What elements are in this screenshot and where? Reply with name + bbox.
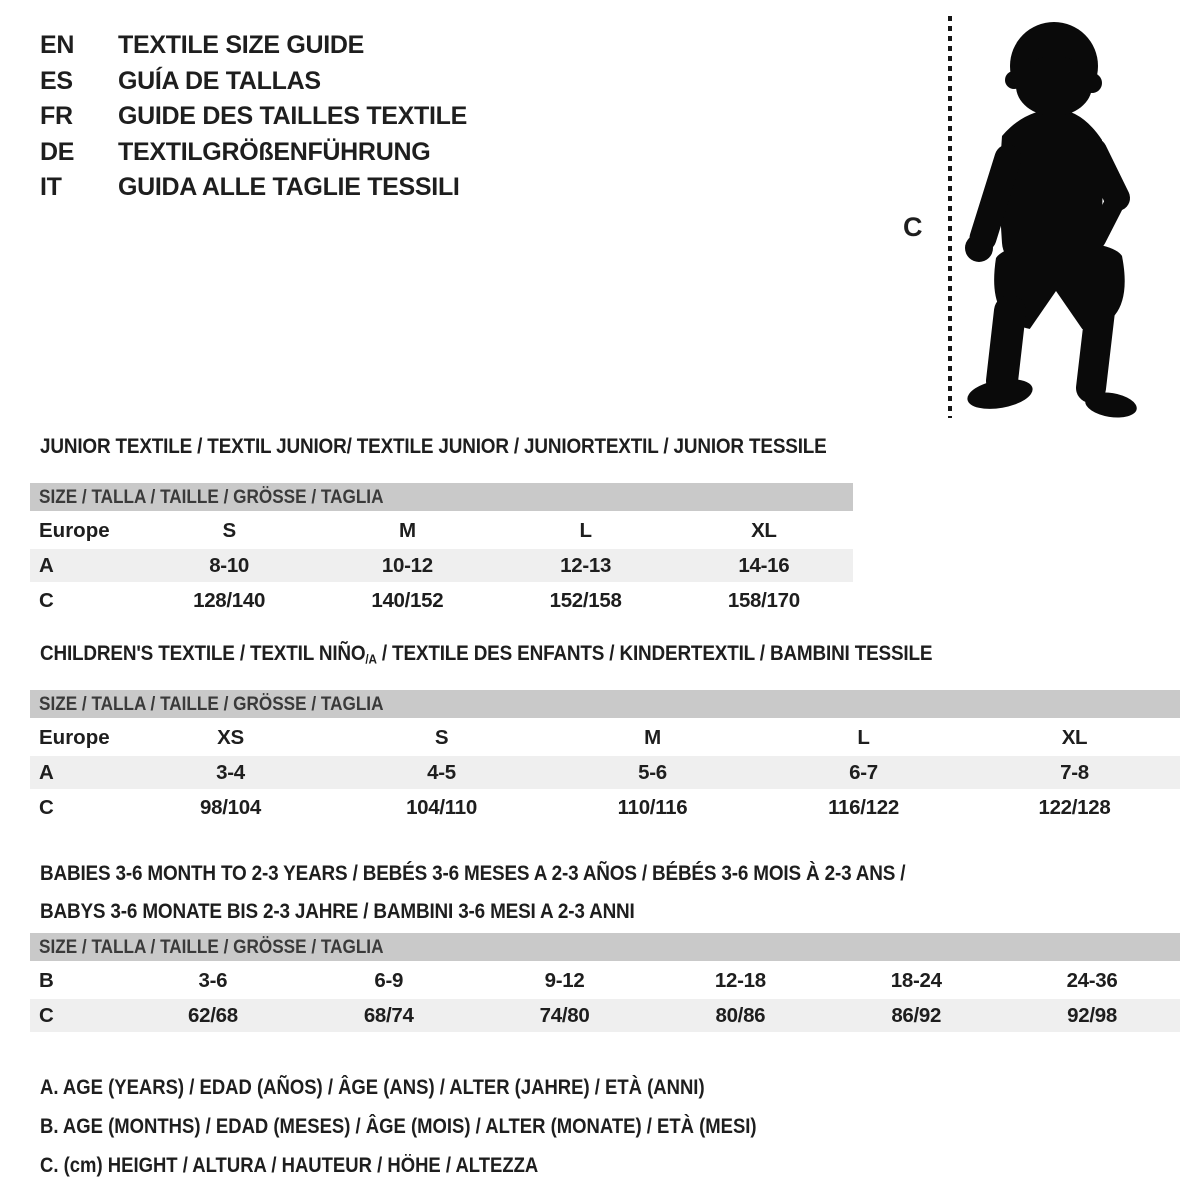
children-section-title: CHILDREN'S TEXTILE / TEXTIL $NIÑO_{/A}$ / TEXTILE DES ENFANTS / KINDERTEXTIL / BAMBINI TESSILE (40, 641, 933, 667)
language-title: TEXTILE SIZE GUIDE (118, 31, 365, 60)
size-cell: M (644, 726, 661, 749)
size-cell: L (857, 726, 870, 749)
language-row (40, 64, 467, 100)
language-title: GUIDA ALLE TAGLIE TESSILI (118, 173, 460, 202)
table-row-europe (30, 514, 853, 547)
value-cell: 74/80 (539, 1004, 590, 1027)
value-cell: 86/92 (891, 1004, 942, 1027)
row-label: Europe (39, 726, 110, 749)
language-code: FR (40, 102, 73, 131)
height-measure-label: C (903, 212, 923, 242)
value-cell: 6-9 (374, 969, 404, 992)
language-code: DE (40, 137, 75, 166)
value-cell: 10-12 (381, 554, 433, 577)
value-cell: 8-10 (209, 554, 250, 577)
size-cell: S (222, 519, 236, 542)
value-cell: 68/74 (363, 1004, 414, 1027)
language-row (40, 99, 467, 135)
junior-section-title: JUNIOR TEXTILE / TEXTIL JUNIOR/ TEXTILE JUNIOR / JUNIORTEXTIL / JUNIOR TESSILE (40, 434, 827, 458)
language-title: GUÍA DE TALLAS (118, 66, 321, 95)
row-label: A (39, 554, 54, 577)
value-cell: 6-7 (849, 761, 878, 784)
value-cell: 110/116 (617, 796, 688, 819)
children-size-table (30, 690, 1180, 826)
size-cell: M (398, 519, 416, 542)
value-cell: 92/98 (1067, 1004, 1117, 1027)
row-label: B (39, 969, 54, 992)
size-cell: XL (751, 519, 777, 542)
value-cell: 7-8 (1060, 761, 1089, 784)
table-header-bar: SIZE / TALLA / TAILLE / GRÖSSE / TAGLIA (30, 483, 853, 511)
value-cell: 62/68 (188, 1004, 238, 1027)
size-cell: S (434, 726, 449, 749)
table-row-height (30, 584, 853, 617)
legend-line-c: C. (cm) HEIGHT / ALTURA / HAUTEUR / HÖHE / ALTEZZA (40, 1154, 539, 1177)
value-cell: 18-24 (890, 969, 942, 992)
value-cell: 9-12 (544, 969, 585, 992)
language-code: ES (40, 66, 73, 95)
value-cell: 3-4 (216, 761, 245, 784)
language-title: TEXTILGRÖßENFÜHRUNG (118, 137, 431, 166)
value-cell: 12-18 (714, 969, 766, 992)
table-header-bar: SIZE / TALLA / TAILLE / GRÖSSE / TAGLIA (30, 933, 1180, 961)
value-cell: 12-13 (560, 554, 612, 577)
value-cell: 5-6 (638, 761, 667, 784)
row-label: A (39, 761, 54, 784)
table-row-height (30, 791, 1180, 824)
value-cell: 3-6 (198, 969, 228, 992)
language-row (40, 135, 467, 171)
language-list (40, 28, 467, 206)
legend-line-a: A. AGE (YEARS) / EDAD (AÑOS) / ÂGE (ANS) / ALTER (JAHRE) / ETÀ (ANNI) (40, 1076, 705, 1099)
babies-size-table (30, 933, 1180, 1034)
value-cell: 152/158 (549, 589, 622, 612)
table-row-height (30, 999, 1180, 1032)
value-cell: 14-16 (738, 554, 790, 577)
nino-a-subscript: /A (365, 651, 377, 667)
value-cell: 24-36 (1066, 969, 1118, 992)
table-row-europe (30, 721, 1180, 754)
legend-line-b: B. AGE (MONTHS) / EDAD (MESES) / ÂGE (MOIS) / ALTER (MONATE) / ETÀ (MESI) (40, 1115, 757, 1138)
value-cell: 122/128 (1038, 796, 1111, 819)
size-cell: XL (1061, 726, 1088, 749)
row-label: C (39, 1004, 54, 1027)
row-label: C (39, 796, 54, 819)
size-cell: L (579, 519, 592, 542)
value-cell: 4-5 (427, 761, 456, 784)
language-code: EN (40, 31, 75, 60)
toddler-silhouette-icon (950, 8, 1145, 425)
language-title: GUIDE DES TAILLES TEXTILE (118, 102, 468, 131)
babies-section-title: BABIES 3-6 MONTH TO 2-3 YEARS / BEBÉS 3-6 MESES A 2-3 AÑOS / BÉBÉS 3-6 MOIS À 2-3 ANS / BABYS 3-6 MONATE BIS 2-3 JAHRE / BAMBINI 3-6 MESI A 2-3 ANNI (40, 861, 906, 923)
language-row (40, 170, 467, 206)
value-cell: 104/110 (406, 796, 477, 819)
value-cell: 80/86 (715, 1004, 766, 1027)
language-code: IT (40, 173, 62, 202)
table-header-bar: SIZE / TALLA / TAILLE / GRÖSSE / TAGLIA (30, 690, 1180, 718)
value-cell: 140/152 (371, 589, 444, 612)
value-cell: 98/104 (200, 796, 261, 819)
size-cell: XS (217, 726, 244, 749)
language-row (40, 28, 467, 64)
row-label: Europe (39, 519, 110, 542)
value-cell: 158/170 (727, 589, 800, 612)
table-row-age (30, 549, 853, 582)
value-cell: 128/140 (193, 589, 266, 612)
row-label: C (39, 589, 54, 612)
value-cell: 116/122 (828, 796, 899, 819)
table-row-months (30, 964, 1180, 997)
junior-size-table (30, 483, 853, 619)
table-row-age (30, 756, 1180, 789)
measure-legend (40, 1068, 854, 1185)
